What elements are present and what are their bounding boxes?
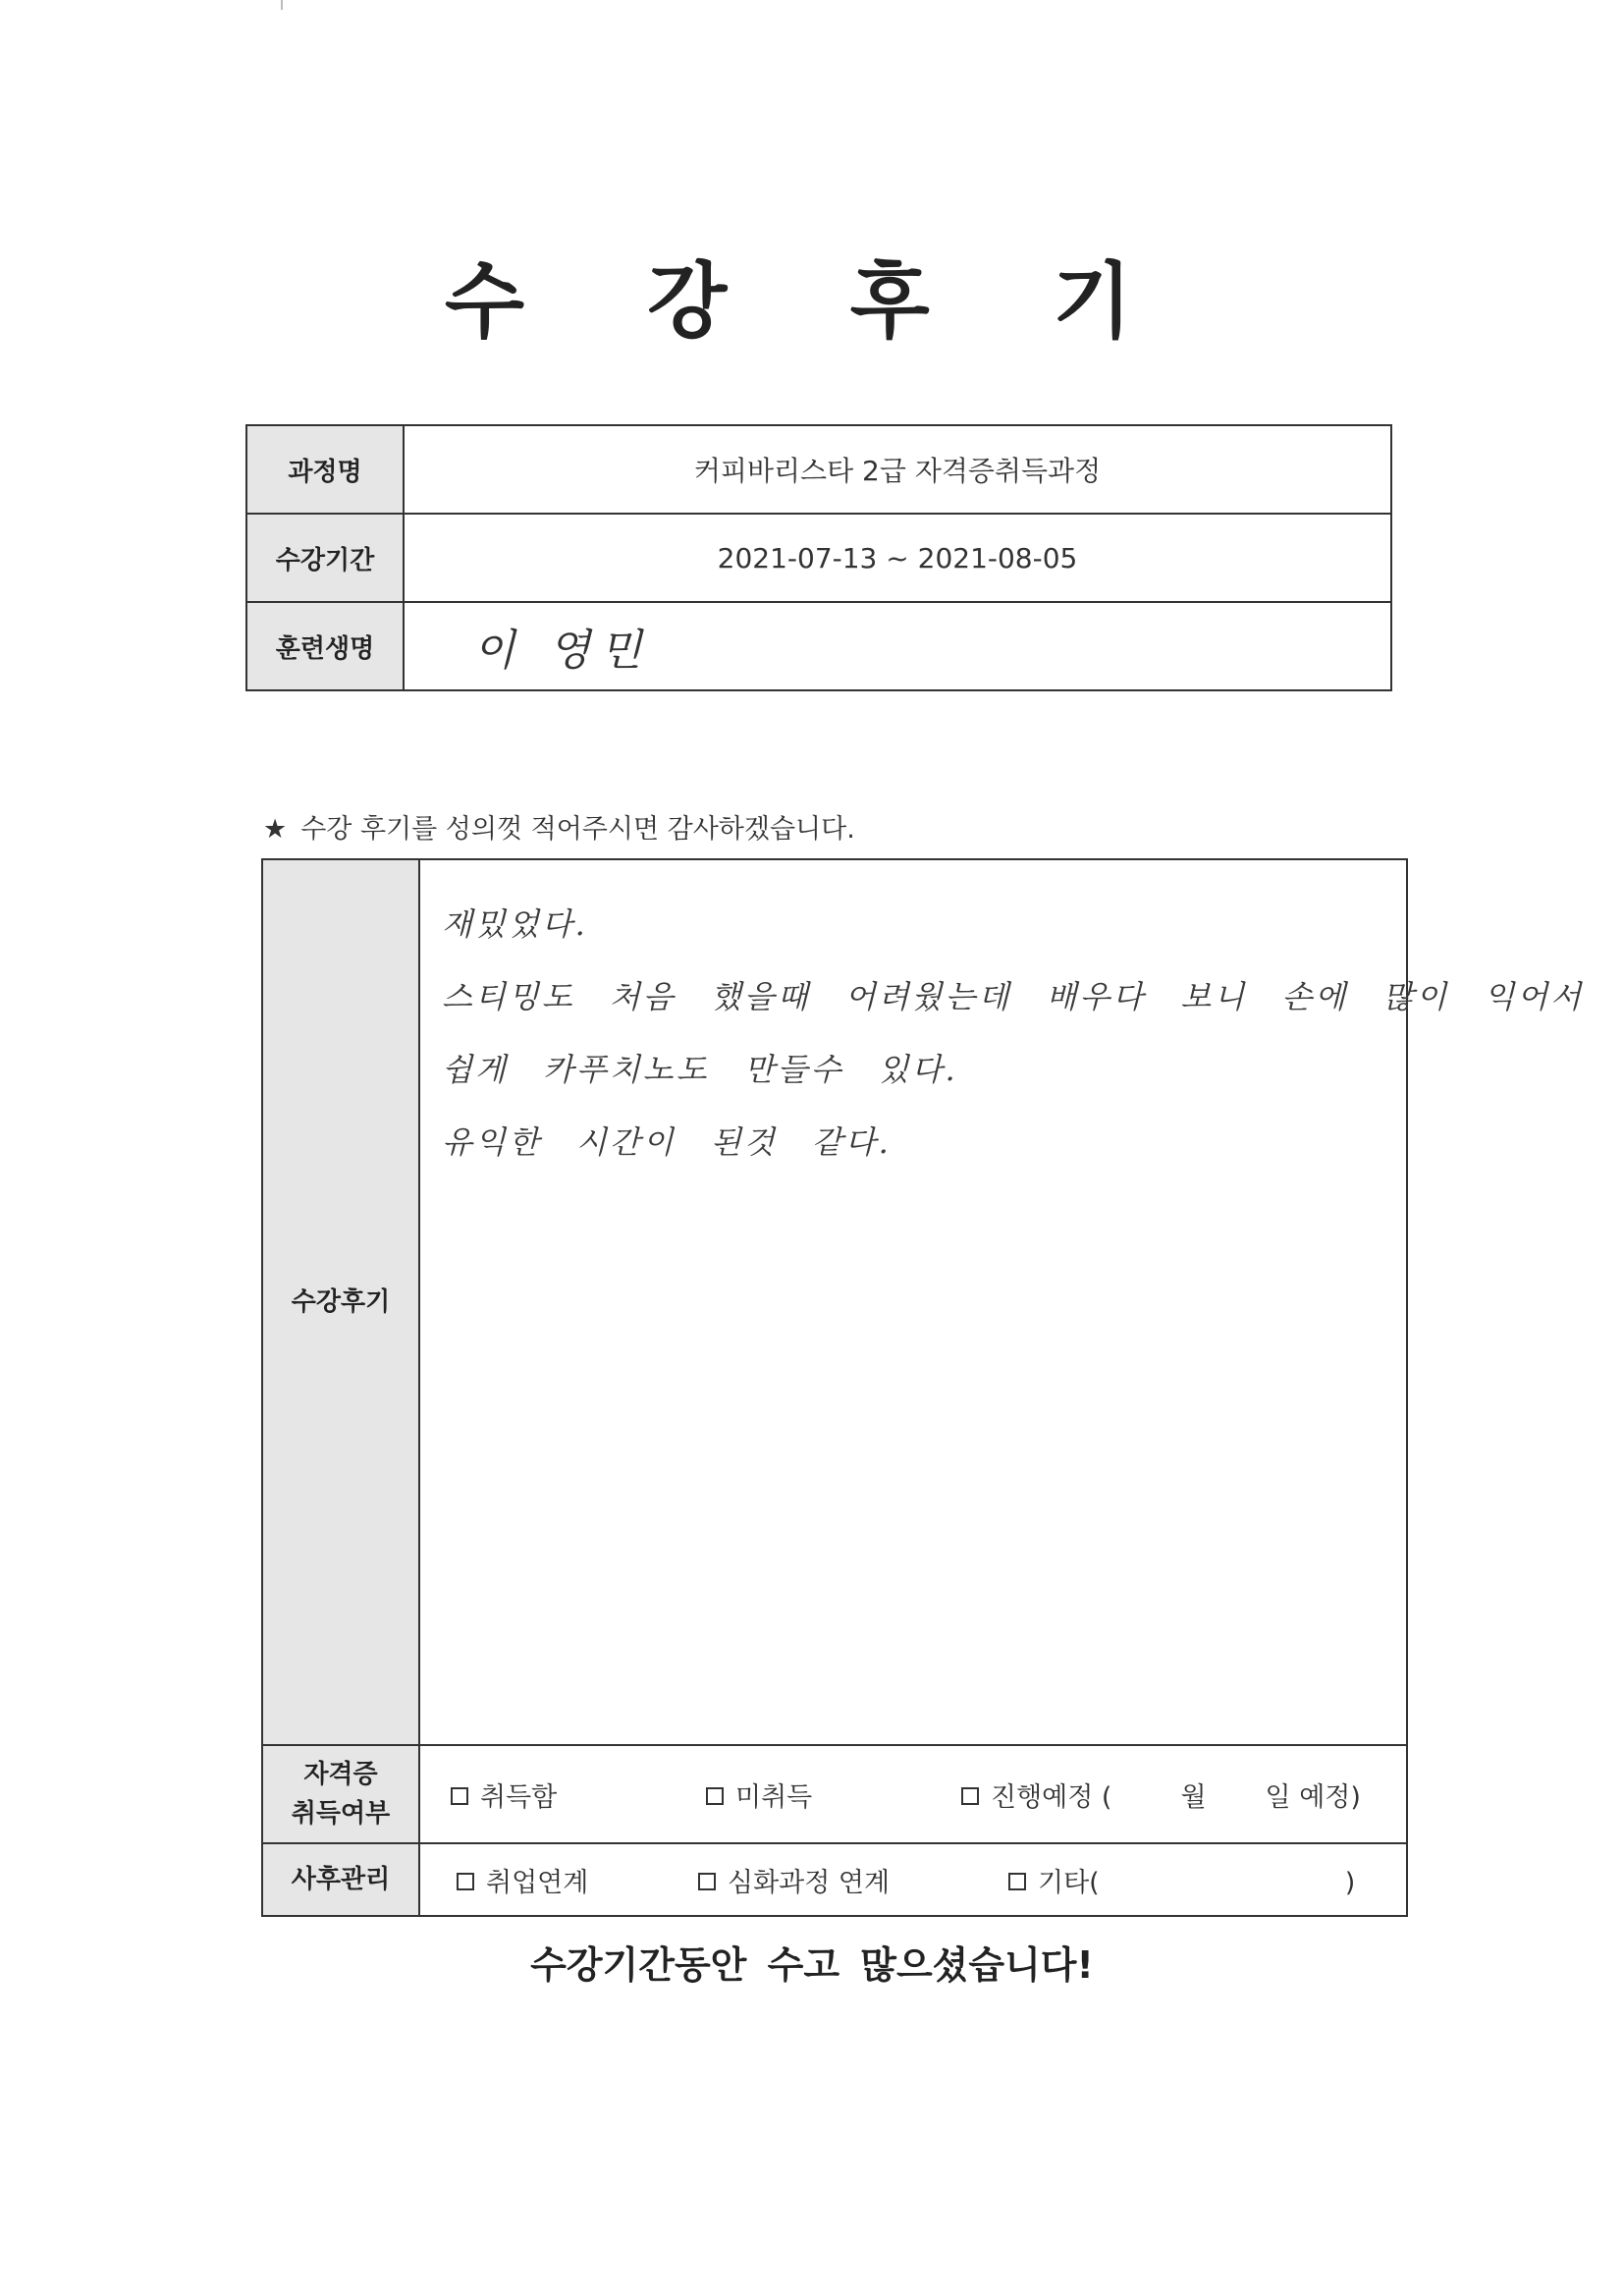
review-line: 재밌었다.: [442, 905, 588, 943]
option-in-progress: 진행예정 ( 월 일 예정): [961, 1776, 1361, 1814]
notice: [263, 807, 855, 846]
closing-message: 수강기간동안 수고 많으셨습니다!: [530, 1943, 1094, 1987]
period-label: 수강기간: [246, 514, 404, 602]
option-not-acquired: 미취득: [706, 1776, 961, 1814]
trainee-name-handwritten: 이 영민: [404, 602, 1391, 690]
day-text: 일 예정): [1265, 1781, 1361, 1813]
certificate-label-line1: 자격증: [303, 1760, 378, 1789]
option-employment: 취업연계: [457, 1861, 698, 1899]
option-other: 기타( ): [1008, 1861, 1355, 1899]
aftercare-options: [419, 1843, 1407, 1916]
checkbox-icon: [706, 1787, 724, 1805]
trainee-label: 훈련생명: [246, 602, 404, 690]
review-row: [262, 859, 1407, 1745]
option-acquired: 취득함: [451, 1776, 706, 1814]
aftercare-label: 사후관리: [262, 1843, 419, 1916]
course-info-table: [245, 424, 1392, 691]
checkbox-icon: [451, 1787, 468, 1805]
certificate-row: [262, 1745, 1407, 1843]
aftercare-row: [262, 1843, 1407, 1916]
course-row: [246, 425, 1391, 514]
certificate-options: [419, 1745, 1407, 1843]
checkbox-icon: [961, 1787, 979, 1805]
review-line: 쉽게 카푸치노도 만들수 있다.: [442, 1051, 958, 1088]
review-line: 스티밍도 처음 했을때 어려웠는데 배우다 보니 손에 많이 익어서: [442, 978, 1585, 1015]
checkbox-icon: [1008, 1873, 1026, 1890]
certificate-label: [262, 1745, 419, 1843]
course-value: 커피바리스타 2급 자격증취득과정: [404, 425, 1391, 514]
course-label: 과정명: [246, 425, 404, 514]
page-title: 수 강 후 기: [444, 253, 1180, 350]
review-label: 수강후기: [262, 859, 419, 1745]
period-row: [246, 514, 1391, 602]
notice-text: 수강 후기를 성의껏 적어주시면 감사하겠습니다.: [300, 814, 855, 845]
checkbox-icon: [698, 1873, 716, 1890]
review-body: [419, 859, 1585, 1745]
period-value: 2021-07-13 ~ 2021-08-05: [404, 514, 1391, 602]
trainee-row: [246, 602, 1391, 690]
review-table: [261, 858, 1585, 1917]
scan-mark: [281, 0, 283, 10]
checkbox-icon: [457, 1873, 474, 1890]
review-line: 유익한 시간이 된것 같다.: [442, 1123, 892, 1161]
month-text: 월: [1180, 1781, 1207, 1813]
star-icon: ★: [263, 814, 288, 845]
option-advanced-course: 심화과정 연계: [698, 1861, 1008, 1899]
certificate-label-line2: 취득여부: [291, 1799, 391, 1829]
